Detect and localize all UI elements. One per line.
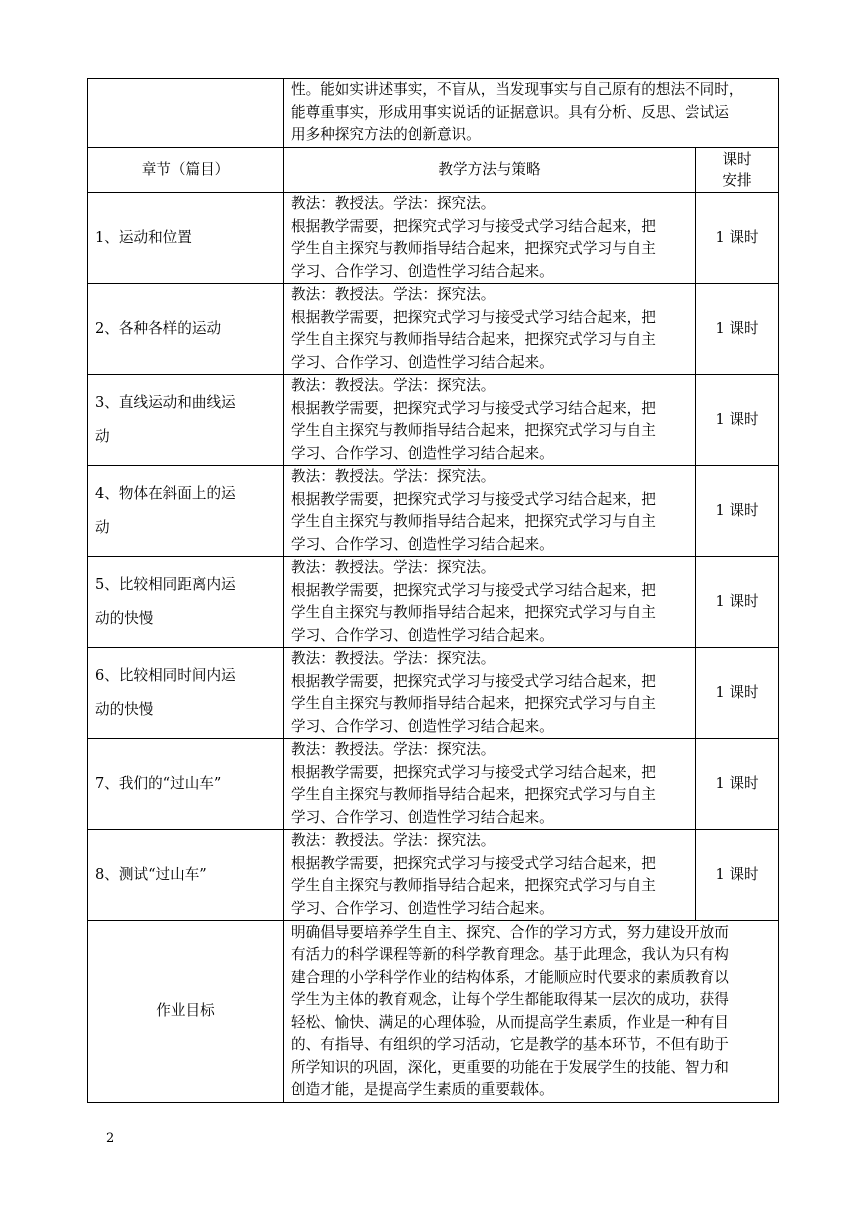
header-method: 教学方法与策略 bbox=[284, 148, 696, 193]
header-row bbox=[88, 148, 779, 193]
method-line: 教法：教授法。学法：探究法。 bbox=[291, 832, 496, 849]
chapter-cell bbox=[88, 739, 284, 830]
chapter-line: 动的快慢 bbox=[95, 701, 154, 718]
header-chapter: 章节（篇目） bbox=[88, 148, 284, 193]
table-row bbox=[88, 466, 779, 557]
objective-row bbox=[88, 921, 779, 1103]
method-cell bbox=[284, 830, 696, 921]
method-line: 教法：教授法。学法：探究法。 bbox=[291, 741, 496, 758]
intro-line: 用多种探究方法的创新意识。 bbox=[291, 126, 481, 144]
hours-cell: 1 课时 bbox=[696, 284, 779, 375]
chapter-line: 3、直线运动和曲线运 bbox=[95, 394, 236, 411]
table-row bbox=[88, 284, 779, 375]
objective-line: 明确倡导要培养学生自主、探究、合作的学习方式，努力建设开放而 bbox=[291, 923, 729, 941]
table-row bbox=[88, 648, 779, 739]
intro-empty-cell bbox=[88, 79, 284, 148]
intro-text-cell bbox=[284, 79, 779, 148]
table-row bbox=[88, 557, 779, 648]
method-line: 教法：教授法。学法：探究法。 bbox=[291, 559, 496, 576]
lesson-plan-table bbox=[87, 78, 779, 1103]
chapter-cell bbox=[88, 557, 284, 648]
table-row bbox=[88, 375, 779, 466]
objective-line: 轻松、愉快、满足的心理体验，从而提高学生素质，作业是一种有目 bbox=[291, 1013, 729, 1031]
method-cell bbox=[284, 193, 696, 284]
hours-cell: 1 课时 bbox=[696, 739, 779, 830]
method-line: 学生自主探究与教师指导结合起来，把探究式学习与自主 bbox=[291, 604, 656, 621]
header-hours bbox=[696, 148, 779, 193]
chapter-cell bbox=[88, 284, 284, 375]
objective-line: 创造才能，是提高学生素质的重要载体。 bbox=[291, 1081, 554, 1098]
chapter-line: 7、我们的“过山车” bbox=[95, 774, 222, 792]
hours-cell: 1 课时 bbox=[696, 375, 779, 466]
method-line: 学习、合作学习、创造性学习结合起来。 bbox=[291, 626, 554, 644]
method-line: 学习、合作学习、创造性学习结合起来。 bbox=[291, 808, 554, 826]
method-line: 学习、合作学习、创造性学习结合起来。 bbox=[291, 262, 554, 280]
chapter-line: 动 bbox=[95, 428, 110, 445]
table-row bbox=[88, 830, 779, 921]
method-line: 学习、合作学习、创造性学习结合起来。 bbox=[291, 444, 554, 462]
method-line: 根据教学需要，把探究式学习与接受式学习结合起来，把 bbox=[291, 672, 656, 690]
hours-cell: 1 课时 bbox=[696, 557, 779, 648]
method-line: 教法：教授法。学法：探究法。 bbox=[291, 286, 496, 303]
intro-line: 能尊重事实，形成用事实说话的证据意识。具有分析、反思、尝试运 bbox=[291, 103, 729, 121]
method-line: 根据教学需要，把探究式学习与接受式学习结合起来，把 bbox=[291, 217, 656, 235]
method-line: 学生自主探究与教师指导结合起来，把探究式学习与自主 bbox=[291, 513, 656, 530]
method-line: 教法：教授法。学法：探究法。 bbox=[291, 195, 496, 212]
lesson-plan-table-body bbox=[88, 79, 779, 1103]
chapter-line: 动的快慢 bbox=[95, 610, 154, 627]
method-line: 学习、合作学习、创造性学习结合起来。 bbox=[291, 535, 554, 553]
hours-cell: 1 课时 bbox=[696, 648, 779, 739]
objective-label: 作业目标 bbox=[88, 921, 284, 1103]
chapter-cell bbox=[88, 830, 284, 921]
method-cell bbox=[284, 739, 696, 830]
method-cell bbox=[284, 466, 696, 557]
chapter-cell bbox=[88, 193, 284, 284]
method-line: 学生自主探究与教师指导结合起来，把探究式学习与自主 bbox=[291, 695, 656, 712]
chapter-cell bbox=[88, 466, 284, 557]
method-line: 根据教学需要，把探究式学习与接受式学习结合起来，把 bbox=[291, 308, 656, 326]
intro-line: 性。能如实讲述事实，不盲从，当发现事实与自己原有的想法不同时， bbox=[291, 81, 744, 99]
method-line: 教法：教授法。学法：探究法。 bbox=[291, 650, 496, 667]
hours-cell: 1 课时 bbox=[696, 830, 779, 921]
method-line: 学生自主探究与教师指导结合起来，把探究式学习与自主 bbox=[291, 331, 656, 348]
intro-row bbox=[88, 79, 779, 148]
method-line: 学生自主探究与教师指导结合起来，把探究式学习与自主 bbox=[291, 877, 656, 894]
chapter-line: 5、比较相同距离内运 bbox=[95, 576, 236, 593]
chapter-line: 动 bbox=[95, 519, 110, 536]
method-cell bbox=[284, 375, 696, 466]
chapter-line: 8、测试“过山车” bbox=[95, 865, 207, 883]
table-row bbox=[88, 739, 779, 830]
header-hours-line2: 安排 bbox=[722, 172, 752, 189]
page-number: 2 bbox=[106, 1131, 115, 1146]
chapter-cell bbox=[88, 375, 284, 466]
method-line: 学生自主探究与教师指导结合起来，把探究式学习与自主 bbox=[291, 240, 656, 257]
method-line: 学习、合作学习、创造性学习结合起来。 bbox=[291, 899, 554, 917]
method-line: 学习、合作学习、创造性学习结合起来。 bbox=[291, 717, 554, 735]
hours-cell: 1 课时 bbox=[696, 193, 779, 284]
chapter-line: 4、物体在斜面上的运 bbox=[95, 485, 236, 502]
method-cell bbox=[284, 648, 696, 739]
method-line: 根据教学需要，把探究式学习与接受式学习结合起来，把 bbox=[291, 399, 656, 417]
method-line: 根据教学需要，把探究式学习与接受式学习结合起来，把 bbox=[291, 581, 656, 599]
method-line: 根据教学需要，把探究式学习与接受式学习结合起来，把 bbox=[291, 490, 656, 508]
objective-line: 所学知识的巩固，深化，更重要的功能在于发展学生的技能、智力和 bbox=[291, 1058, 729, 1076]
objective-line: 学生为主体的教育观念，让每个学生都能取得某一层次的成功，获得 bbox=[291, 991, 729, 1008]
method-line: 学习、合作学习、创造性学习结合起来。 bbox=[291, 353, 554, 371]
table-row bbox=[88, 193, 779, 284]
chapter-line: 6、比较相同时间内运 bbox=[95, 667, 236, 684]
chapter-cell bbox=[88, 648, 284, 739]
method-line: 教法：教授法。学法：探究法。 bbox=[291, 377, 496, 394]
method-cell bbox=[284, 557, 696, 648]
chapter-line: 2、各种各样的运动 bbox=[95, 319, 222, 337]
method-line: 根据教学需要，把探究式学习与接受式学习结合起来，把 bbox=[291, 763, 656, 781]
method-cell bbox=[284, 284, 696, 375]
header-hours-line1: 课时 bbox=[722, 151, 752, 168]
chapter-line: 1、运动和位置 bbox=[95, 228, 192, 246]
objective-line: 有活力的科学课程等新的科学教育理念。基于此理念，我认为只有构 bbox=[291, 946, 729, 963]
objective-line: 建合理的小学科学作业的结构体系，才能顺应时代要求的素质教育以 bbox=[291, 968, 729, 986]
method-line: 根据教学需要，把探究式学习与接受式学习结合起来，把 bbox=[291, 854, 656, 872]
objective-text bbox=[284, 921, 779, 1103]
method-line: 教法：教授法。学法：探究法。 bbox=[291, 468, 496, 485]
objective-line: 的、有指导、有组织的学习活动，它是教学的基本环节，不但有助于 bbox=[291, 1036, 729, 1053]
method-line: 学生自主探究与教师指导结合起来，把探究式学习与自主 bbox=[291, 786, 656, 803]
method-line: 学生自主探究与教师指导结合起来，把探究式学习与自主 bbox=[291, 422, 656, 439]
hours-cell: 1 课时 bbox=[696, 466, 779, 557]
